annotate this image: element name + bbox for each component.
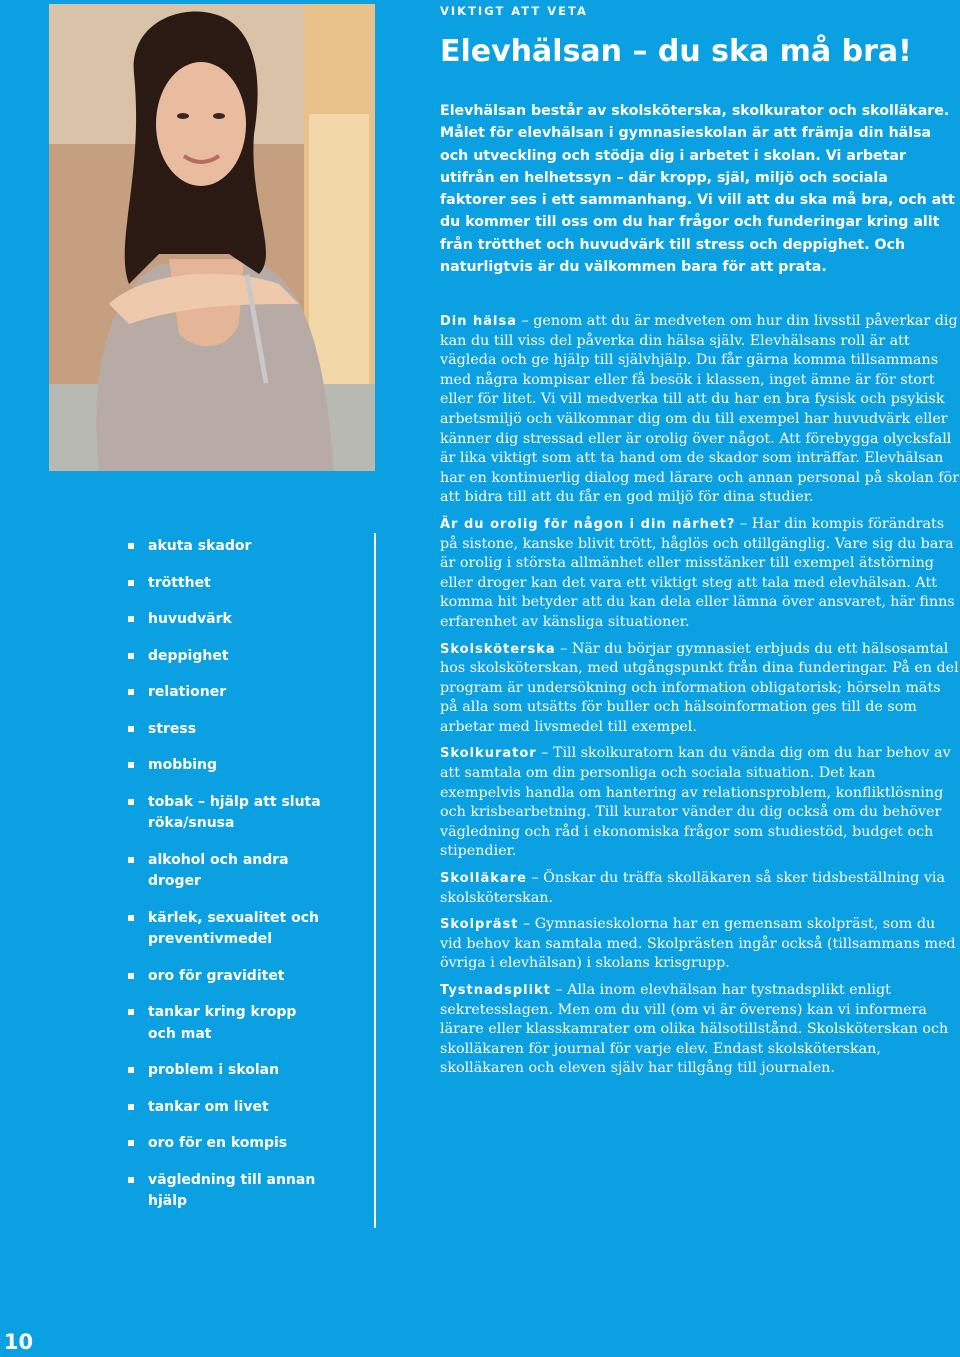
- list-item: stress: [128, 719, 328, 741]
- section-text: – Gymnasieskolorna har en gemensam skolpräst, som du vid behov kan samtala med. Skolprästen ingår också (tillsammans med övriga i elevhälsan) i skolans krisgrupp.: [440, 916, 956, 972]
- bullet-icon: [128, 1009, 134, 1015]
- section-text: – genom att du är medveten om hur din livsstil påverkar dig kan du till viss del påverka din hälsa själv. Elevhälsans roll är att vägleda och ge hjälp till självhjälp. Du får gärna komma tillsammans med några kompisar eller få besök i klassen, inget ämne är för stort eller för litet. Vi vill medverka till att du har en bra fysisk och psykisk arbetsmiljö och välkomnar dig om du till exempel har huvudvärk eller känner dig stressad eller är orolig över något. Att förebygga olycksfall är lika viktigt som att ta hand om de skador som inträffar. Elevhälsan har en kontinuerlig dialog med lärare och annan personal på skolan för att bidra till att du får en god miljö för dina studier.: [440, 313, 960, 506]
- bullet-icon: [128, 1177, 134, 1183]
- section-heading: Skolkurator: [440, 746, 537, 762]
- bullet-icon: [128, 762, 134, 768]
- list-item: problem i skolan: [128, 1060, 328, 1082]
- section-skolkurator: [440, 744, 960, 862]
- lead-paragraph: Elevhälsan består av skolsköterska, skolkurator och skolläkare. Målet för elevhälsan i gymnasieskolan är att främja din hälsa och utveckling och stödja dig i arbetet i skolan. Vi arbetar utifrån en helhetssyn – där kropp, själ, miljö och sociala faktorer ses i ett sammanhang. Vi vill att du ska må bra, och att du kommer till oss om du har frågor och funderingar kring allt från trötthet och huvudvärk till stress och deppighet. Och naturligtvis är du välkommen bara för att prata.: [440, 103, 955, 276]
- bullet-icon: [128, 799, 134, 805]
- bullet-icon: [128, 689, 134, 695]
- section-orolig: [440, 515, 960, 633]
- list-item: tobak – hjälp att sluta röka/snusa: [128, 792, 328, 835]
- divider-line: [374, 533, 376, 1228]
- section-tystnadsplikt: [440, 981, 960, 1079]
- list-item: akuta skador: [128, 536, 328, 558]
- section-din-halsa: [440, 312, 960, 508]
- bullet-icon: [128, 1067, 134, 1073]
- section-heading: Skolpräst: [440, 917, 519, 933]
- section-text: – Har din kompis förändrats på sistone, kanske blivit trött, håglös och otillgänglig. Vare sig du bara är orolig i största allmänhet eller misstänker till exempel ätstörning eller droger kan det vara ett viktigt steg att tala med elevhälsan. Att komma hit betyder att du kan dela eller lämna över ansvaret, här finns erfarenhet av känsliga situationer.: [440, 515, 955, 630]
- list-item: relationer: [128, 682, 328, 704]
- section-heading: Skolsköterska: [440, 641, 556, 657]
- section-text: – När du börjar gymnasiet erbjuds du ett hälsosamtal hos skolsköterskan, med utgångspunkt från dina funderingar. På en del program är undersökning och information obligatorisk; hörseln mäts på alla som utsätts för buller och hälsoinformation ges till de som arbetar med livsmedel till exempel.: [440, 640, 959, 735]
- list-item: vägledning till annan hjälp: [128, 1170, 328, 1213]
- section-text: – Önskar du träffa skolläkaren så sker tidsbeställning via skolsköterskan.: [440, 870, 946, 906]
- section-skollakare: [440, 869, 960, 908]
- section-text: – Alla inom elevhälsan har tystnadsplikt enligt sekretesslagen. Men om du vill (om vi är överens) kan vi informera lärare eller klasskamrater om olika hälsotillstånd. Skolsköterskan och skolläkaren för journal för varje elev. Endast skolsköterskan, skolläkaren och eleven själv har tillgång till journalen.: [440, 982, 949, 1077]
- list-item: tankar kring kropp och mat: [128, 1002, 328, 1045]
- section-heading: Är du orolig för någon i din närhet?: [440, 516, 736, 532]
- section-text: – Till skolkuratorn kan du vända dig om du har behov av att samtala om din personliga och sociala situation. Det kan exempelvis handla om hantering av relationsproblem, konfliktlösning och krisbearbetning. Till kurator vänder du dig också om du behöver vägledning och råd i ekonomiska frågor som studiestöd, budget och stipendier.: [440, 745, 951, 860]
- list-item: trötthet: [128, 573, 328, 595]
- bullet-icon: [128, 726, 134, 732]
- list-item: mobbing: [128, 755, 328, 777]
- bullet-icon: [128, 1140, 134, 1146]
- bullet-icon: [128, 915, 134, 921]
- list-item: huvudvärk: [128, 609, 328, 631]
- page-title: Elevhälsan – du ska må bra!: [440, 34, 912, 69]
- section-kicker: VIKTIGT ATT VETA: [440, 4, 588, 18]
- bullet-icon: [128, 653, 134, 659]
- list-item: oro för graviditet: [128, 966, 328, 988]
- section-heading: Skolläkare: [440, 871, 527, 887]
- bullet-icon: [128, 580, 134, 586]
- section-skolprast: [440, 915, 960, 974]
- bullet-icon: [128, 1104, 134, 1110]
- article-body: [440, 312, 960, 1086]
- list-item: tankar om livet: [128, 1097, 328, 1119]
- section-heading: Tystnadsplikt: [440, 983, 551, 998]
- bullet-icon: [128, 973, 134, 979]
- bullet-icon: [128, 857, 134, 863]
- list-item: deppighet: [128, 646, 328, 668]
- topic-list: [128, 536, 328, 1228]
- student-photo: [49, 4, 375, 471]
- section-skolskoterska: [440, 640, 960, 738]
- list-item: kärlek, sexualitet och preventivmedel: [128, 908, 328, 951]
- list-item: alkohol och andra droger: [128, 850, 328, 893]
- bullet-icon: [128, 616, 134, 622]
- bullet-icon: [128, 543, 134, 549]
- page-number: 10: [3, 1330, 34, 1354]
- section-heading: Din hälsa: [440, 314, 518, 329]
- list-item: oro för en kompis: [128, 1133, 328, 1155]
